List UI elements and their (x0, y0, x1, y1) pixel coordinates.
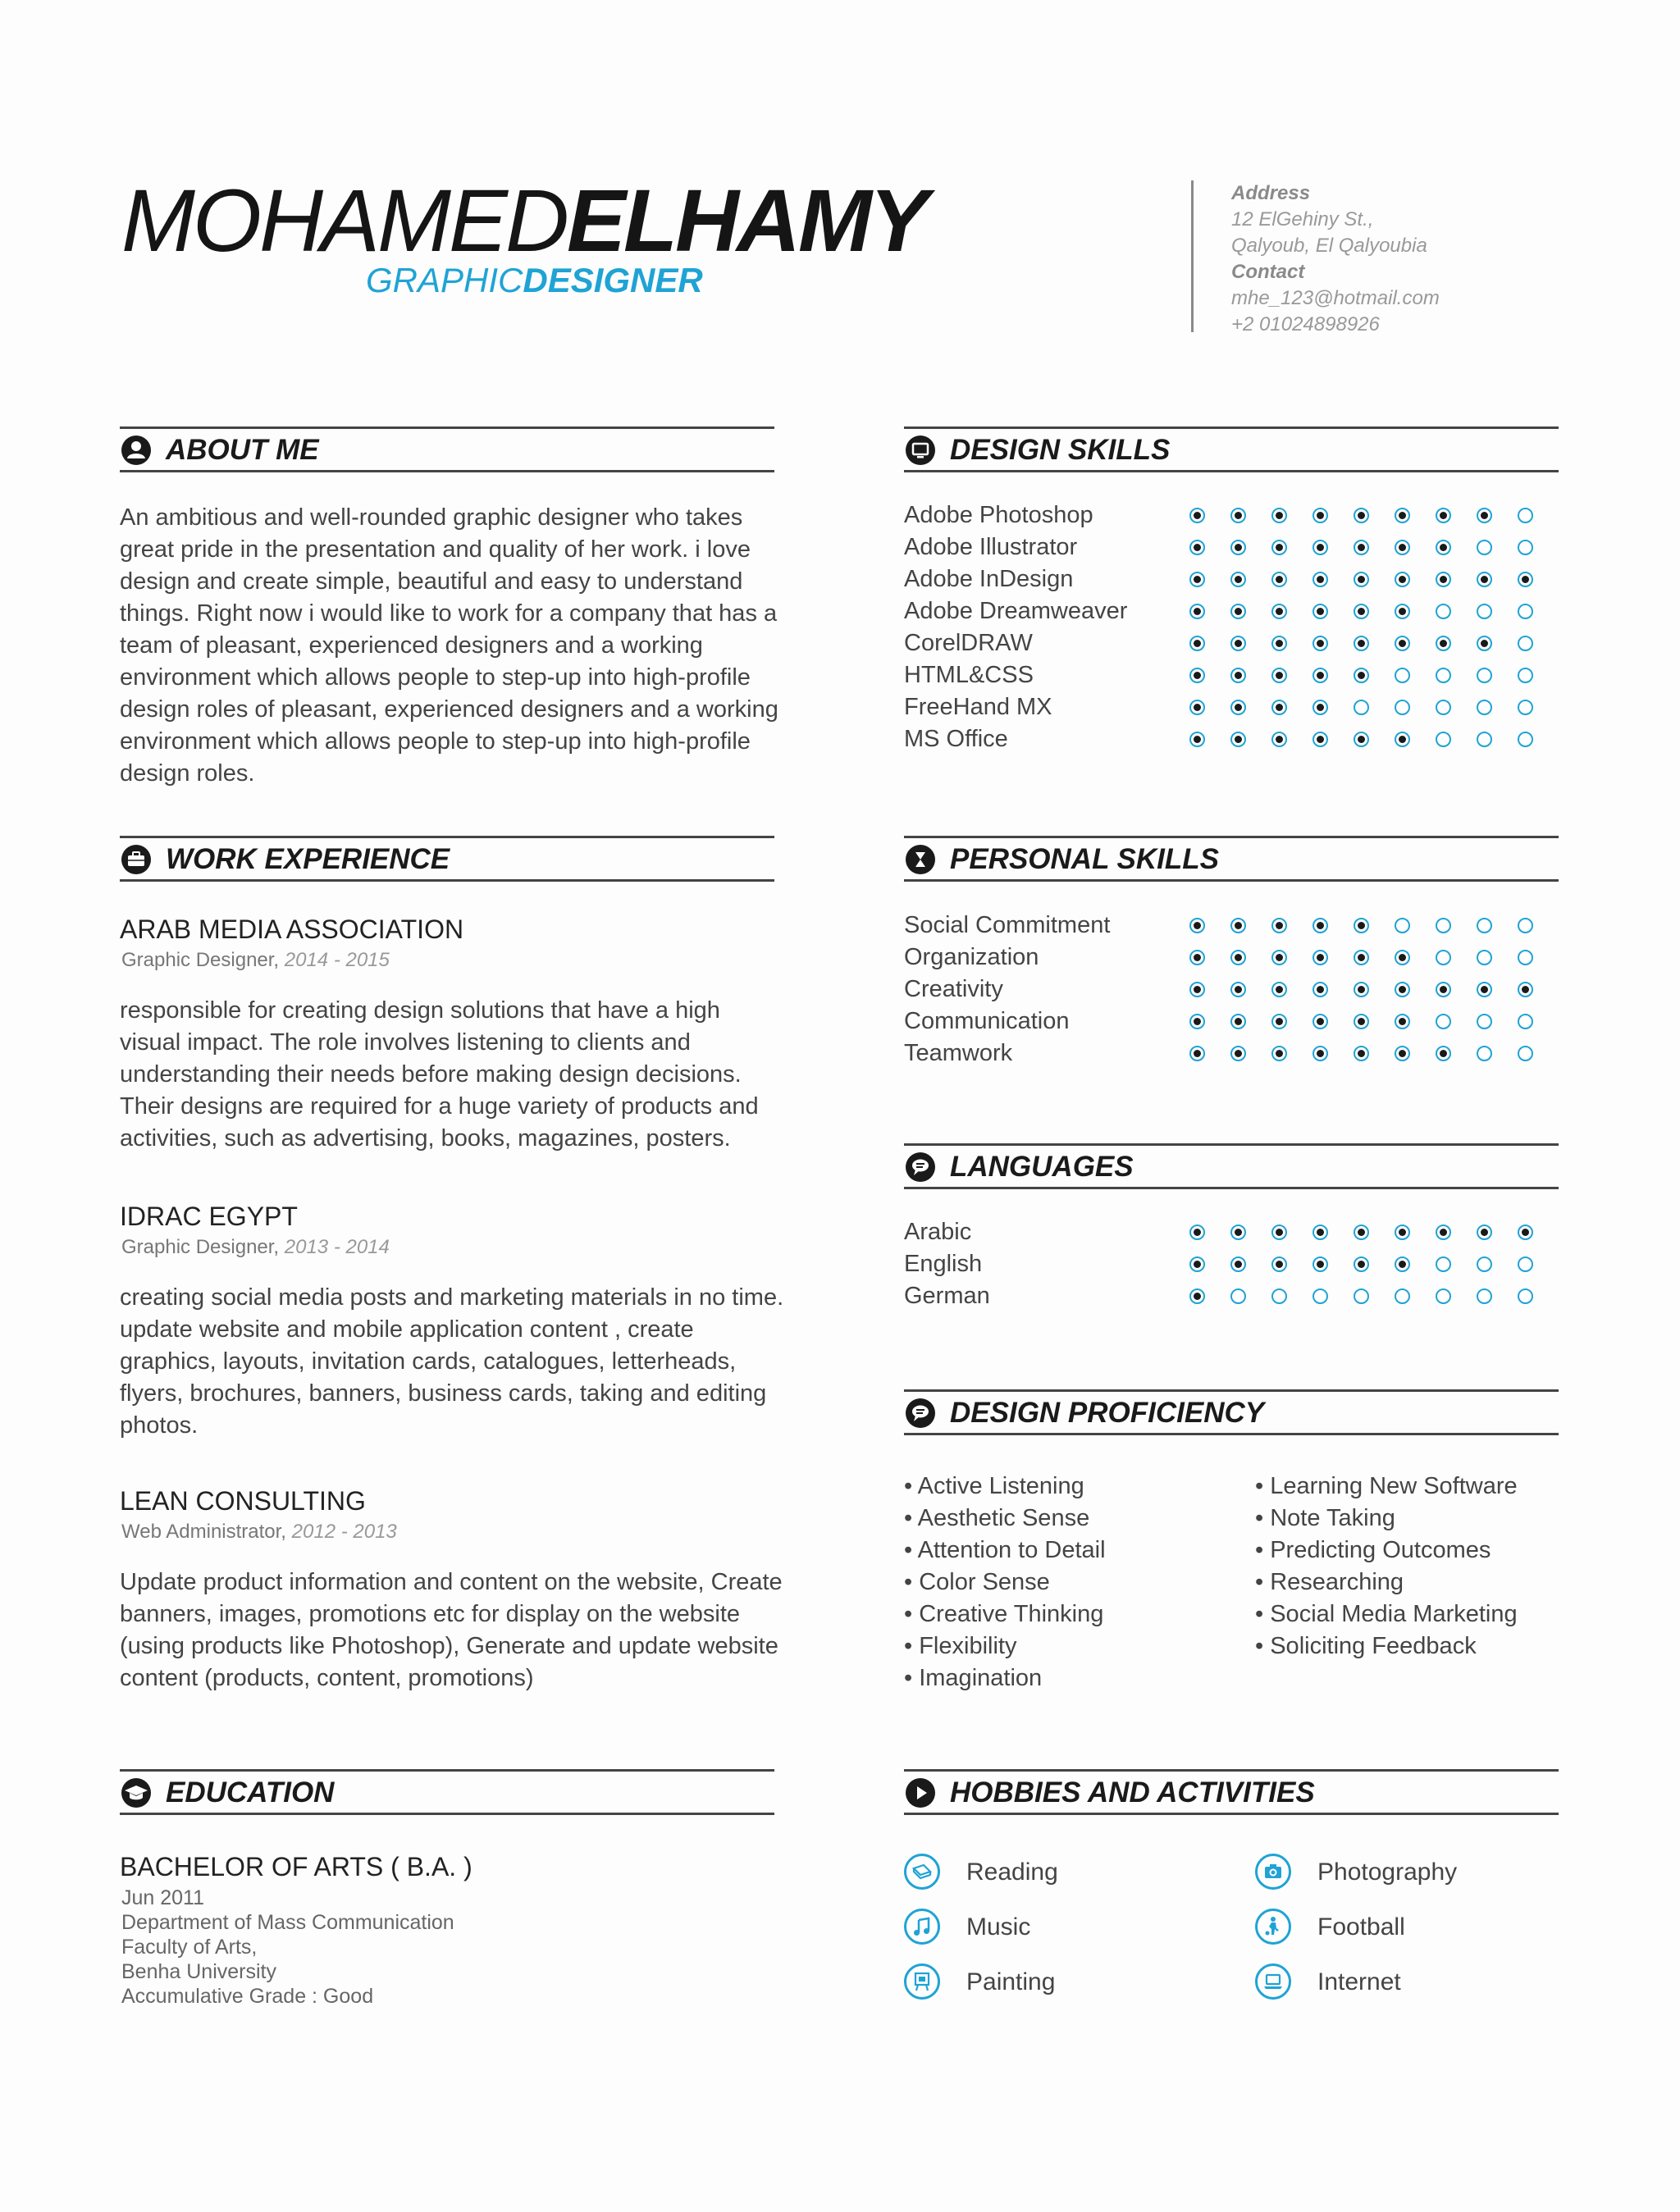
rating-dot-filled (1230, 700, 1246, 715)
education-section-header (120, 1769, 774, 1815)
job-description: responsible for creating design solutions that have a high visual impact. The role involves listening to clients and understanding their needs before making design decisions. Their designs are required for a huge variety of products and activities, such as advertising, books, magazines, posters. (120, 997, 759, 1152)
rating-dot-empty (1518, 1046, 1533, 1061)
rating-dot-filled (1395, 572, 1410, 587)
rating-dot-filled (1436, 1225, 1451, 1240)
rating-dot-empty (1518, 700, 1533, 715)
skill-name: Organization (904, 944, 1039, 970)
rating-dot-filled (1271, 732, 1287, 747)
proficiency-label: Researching (1270, 1569, 1404, 1595)
rating-dot-empty (1436, 1257, 1451, 1272)
rating-dot-empty (1436, 1288, 1451, 1304)
skill-name: Social Commitment (904, 912, 1111, 938)
proficiency-item (904, 1569, 1050, 1596)
personal-skills-title: PERSONAL SKILLS (950, 843, 1220, 875)
rating-dot-filled (1395, 604, 1410, 619)
proficiency-label: Aesthetic Sense (917, 1505, 1090, 1531)
hobby-label: Photography (1317, 1859, 1458, 1886)
rating-dot-filled (1312, 604, 1328, 619)
job-position: Web Administrator, (121, 1521, 286, 1543)
rating-dot-filled (1271, 1225, 1287, 1240)
rating-dot-empty (1518, 636, 1533, 651)
job-company: LEAN CONSULTING (120, 1486, 366, 1516)
job-dates: 2012 - 2013 (291, 1521, 397, 1543)
rating-dot-filled (1230, 1225, 1246, 1240)
rating-dot-filled (1271, 918, 1287, 933)
degree-date: Jun 2011 (121, 1886, 205, 1909)
rating-dot-filled (1312, 732, 1328, 747)
hobby-label: Internet (1317, 1968, 1401, 1995)
rating-dot-empty (1477, 668, 1492, 683)
rating-dot-empty (1477, 732, 1492, 747)
rating-dot-filled (1312, 950, 1328, 965)
book-icon (904, 1854, 940, 1890)
rating-dot-filled (1312, 918, 1328, 933)
rating-dot-filled (1312, 1257, 1328, 1272)
proficiency-label: Learning New Software (1270, 1473, 1518, 1499)
skill-name: Arabic (904, 1219, 972, 1245)
rating-dot-empty (1436, 950, 1451, 965)
candidate-name (121, 171, 926, 270)
skill-name: Adobe Illustrator (904, 534, 1078, 560)
proficiency-item (1255, 1505, 1395, 1532)
rating-dot-filled (1271, 1014, 1287, 1029)
skill-name: MS Office (904, 726, 1008, 752)
about-section-header (120, 426, 774, 472)
proficiency-label: Creative Thinking (919, 1601, 1104, 1627)
rating-dot-filled (1271, 572, 1287, 587)
rating-dot-filled (1271, 508, 1287, 523)
rating-dot-filled (1312, 1225, 1328, 1240)
rating-dot-filled (1312, 700, 1328, 715)
job-dates: 2013 - 2014 (284, 1236, 390, 1258)
rating-dot-empty (1395, 918, 1410, 933)
rating-dot-filled (1354, 732, 1369, 747)
skill-row (904, 534, 1560, 566)
proficiency-item (904, 1473, 1084, 1500)
rating-dot-filled (1395, 950, 1410, 965)
rating-dot-filled (1354, 1046, 1369, 1061)
rating-dot-filled (1354, 1014, 1369, 1029)
rating-dot-filled (1436, 540, 1451, 555)
rating-dot-empty (1312, 1288, 1328, 1304)
proficiency-item (1255, 1537, 1491, 1564)
skill-row (904, 1219, 1560, 1251)
rating-dot-filled (1312, 982, 1328, 997)
rating-dot-filled (1189, 1257, 1205, 1272)
job-company: ARAB MEDIA ASSOCIATION (120, 914, 464, 944)
rating-dot-filled (1312, 668, 1328, 683)
rating-dot-empty (1477, 950, 1492, 965)
rating-dot-empty (1395, 1288, 1410, 1304)
rating-dot-filled (1189, 604, 1205, 619)
about-text: An ambitious and well-rounded graphic designer who takes great pride in the presentation and quality of her work. i love design and create simple, beautiful and easy to understand things. Right now i would like to work for a company that has a team of pleasant, experienced designers and a working environment which allows people to step-up into high-profile design roles of pleasant, experienced designers and a working environment which allows people to step-up into high-profile design roles. (120, 504, 778, 787)
rating-dot-filled (1189, 732, 1205, 747)
languages-title: LANGUAGES (950, 1151, 1134, 1183)
speech-bubble-icon (906, 1152, 935, 1182)
proficiency-label: Soliciting Feedback (1270, 1633, 1477, 1659)
grade: Accumulative Grade : Good (121, 1985, 374, 2008)
rating-dot-filled (1518, 982, 1533, 997)
rating-dot-filled (1354, 572, 1369, 587)
skill-name: Communication (904, 1008, 1070, 1034)
proficiency-title: DESIGN PROFICIENCY (950, 1397, 1265, 1429)
rating-dot-filled (1230, 1014, 1246, 1029)
work-title: WORK EXPERIENCE (166, 843, 450, 875)
address-line-1: 12 ElGehiny St., (1231, 208, 1374, 230)
rating-dot-filled (1395, 540, 1410, 555)
proficiency-item (1255, 1633, 1477, 1660)
skill-name: Adobe Photoshop (904, 502, 1093, 528)
hobby-label: Reading (966, 1859, 1058, 1886)
bullet: • (904, 1665, 920, 1691)
rating-dot-empty (1436, 668, 1451, 683)
rating-dot-filled (1312, 572, 1328, 587)
play-icon (906, 1778, 935, 1808)
hourglass-icon (906, 845, 935, 874)
hobby-label: Music (966, 1913, 1031, 1941)
rating-dot-empty (1477, 700, 1492, 715)
rating-dot-filled (1271, 604, 1287, 619)
job-position: Graphic Designer, (121, 949, 280, 971)
rating-dot-filled (1230, 1257, 1246, 1272)
rating-dot-filled (1230, 732, 1246, 747)
rating-dot-filled (1189, 1225, 1205, 1240)
rating-dot-filled (1518, 572, 1533, 587)
job-company: IDRAC EGYPT (120, 1202, 298, 1231)
speech-bubble-icon (906, 1398, 935, 1428)
hobbies-title: HOBBIES AND ACTIVITIES (950, 1776, 1315, 1808)
rating-dot-empty (1477, 604, 1492, 619)
first-name: MOHAMED (121, 171, 567, 270)
rating-dot-empty (1518, 668, 1533, 683)
rating-dot-filled (1395, 1225, 1410, 1240)
job-description: creating social media posts and marketing materials in no time. update website and mobile application content , create graphics, layouts, invitation cards, catalogues, letterheads, flyers, brochures, banners, business cards, taking and editing photos. (120, 1284, 784, 1439)
rating-dot-filled (1477, 508, 1492, 523)
rating-dot-empty (1518, 732, 1533, 747)
skill-row (904, 1040, 1560, 1072)
skill-row (904, 912, 1560, 944)
skill-row (904, 976, 1560, 1008)
rating-dot-filled (1395, 1014, 1410, 1029)
contact-label: Contact (1231, 261, 1305, 283)
rating-dot-empty (1518, 1257, 1533, 1272)
rating-dot-empty (1518, 508, 1533, 523)
role-light: GRAPHIC (366, 261, 523, 299)
rating-dot-filled (1189, 508, 1205, 523)
rating-dot-filled (1271, 950, 1287, 965)
skill-row (904, 598, 1560, 630)
bullet: • (1255, 1569, 1271, 1595)
address-label: Address (1231, 182, 1311, 204)
rating-dot-empty (1436, 918, 1451, 933)
rating-dot-filled (1271, 700, 1287, 715)
rating-dot-empty (1477, 1046, 1492, 1061)
rating-dot-empty (1395, 700, 1410, 715)
skill-row (904, 566, 1560, 598)
job-description: Update product information and content on the website, Create banners, images, promotions etc for display on the website (using products like Photoshop), Generate and update website content (products, content, promotions) (120, 1569, 783, 1691)
faculty: Faculty of Arts, (121, 1936, 258, 1959)
rating-dot-filled (1354, 508, 1369, 523)
rating-dot-empty (1518, 950, 1533, 965)
rating-dot-empty (1477, 540, 1492, 555)
languages-section-header (904, 1143, 1559, 1189)
rating-dot-filled (1395, 636, 1410, 651)
bullet: • (1255, 1537, 1271, 1563)
job-meta (121, 949, 390, 972)
rating-dot-filled (1230, 918, 1246, 933)
rating-dot-empty (1477, 1288, 1492, 1304)
rating-dot-filled (1230, 508, 1246, 523)
proficiency-label: Social Media Marketing (1270, 1601, 1518, 1627)
skill-name: Adobe Dreamweaver (904, 598, 1128, 624)
personal-skills-section-header (904, 836, 1559, 882)
rating-dot-empty (1518, 918, 1533, 933)
rating-dot-filled (1395, 732, 1410, 747)
design-skills-title: DESIGN SKILLS (950, 434, 1171, 466)
rating-dot-filled (1477, 982, 1492, 997)
graduation-cap-icon (121, 1778, 151, 1808)
job-position: Graphic Designer, (121, 1236, 280, 1258)
monitor-icon (906, 436, 935, 465)
education-title: EDUCATION (166, 1776, 335, 1808)
role-bold: DESIGNER (523, 261, 703, 299)
rating-dot-filled (1395, 1257, 1410, 1272)
bullet: • (1255, 1633, 1271, 1659)
rating-dot-filled (1354, 950, 1369, 965)
rating-dot-filled (1354, 668, 1369, 683)
rating-dot-filled (1354, 604, 1369, 619)
rating-dot-filled (1271, 982, 1287, 997)
rating-dot-filled (1271, 668, 1287, 683)
rating-dot-filled (1230, 1046, 1246, 1061)
university: Benha University (121, 1960, 276, 1983)
rating-dot-filled (1312, 508, 1328, 523)
proficiency-item (904, 1505, 1089, 1532)
rating-dot-filled (1477, 636, 1492, 651)
laptop-icon (1255, 1963, 1291, 2000)
rating-dot-filled (1189, 668, 1205, 683)
proficiency-label: Predicting Outcomes (1270, 1537, 1491, 1563)
degree: BACHELOR OF ARTS ( B.A. ) (120, 1852, 472, 1881)
skill-row (904, 1251, 1560, 1283)
job-meta (121, 1521, 397, 1544)
proficiency-item (1255, 1601, 1518, 1628)
rating-dot-empty (1436, 604, 1451, 619)
rating-dot-empty (1354, 1288, 1369, 1304)
skill-row (904, 694, 1560, 726)
rating-dot-empty (1230, 1288, 1246, 1304)
rating-dot-filled (1312, 636, 1328, 651)
skill-name: Adobe InDesign (904, 566, 1074, 592)
rating-dot-filled (1189, 700, 1205, 715)
skill-row (904, 662, 1560, 694)
music-note-icon (904, 1909, 940, 1945)
rating-dot-filled (1230, 982, 1246, 997)
skill-name: HTML&CSS (904, 662, 1034, 688)
rating-dot-filled (1312, 1014, 1328, 1029)
proficiency-item (904, 1601, 1103, 1628)
bullet: • (904, 1537, 918, 1563)
rating-dot-empty (1436, 1014, 1451, 1029)
rating-dot-filled (1230, 540, 1246, 555)
proficiency-item (904, 1537, 1106, 1564)
rating-dot-filled (1230, 950, 1246, 965)
bullet: • (904, 1601, 920, 1627)
skill-name: German (904, 1283, 990, 1309)
hobby-label: Football (1317, 1913, 1405, 1941)
skill-row (904, 1283, 1560, 1315)
contact-block (1191, 180, 1440, 335)
rating-dot-filled (1395, 508, 1410, 523)
proficiency-label: Color Sense (919, 1569, 1050, 1595)
skill-row (904, 944, 1560, 976)
rating-dot-filled (1436, 572, 1451, 587)
skill-row (904, 726, 1560, 758)
rating-dot-filled (1230, 636, 1246, 651)
bullet: • (1255, 1601, 1271, 1627)
work-section-header (120, 836, 774, 882)
skill-name: CorelDRAW (904, 630, 1033, 656)
skill-row (904, 630, 1560, 662)
rating-dot-filled (1354, 636, 1369, 651)
rating-dot-filled (1354, 540, 1369, 555)
about-title: ABOUT ME (166, 434, 319, 466)
rating-dot-filled (1189, 1046, 1205, 1061)
proficiency-section-header (904, 1389, 1559, 1435)
rating-dot-filled (1189, 918, 1205, 933)
rating-dot-filled (1518, 1225, 1533, 1240)
last-name: ELHAMY (567, 171, 926, 270)
rating-dot-empty (1477, 1257, 1492, 1272)
rating-dot-filled (1271, 636, 1287, 651)
rating-dot-empty (1518, 604, 1533, 619)
proficiency-item (904, 1665, 1042, 1692)
rating-dot-empty (1436, 732, 1451, 747)
rating-dot-empty (1477, 1014, 1492, 1029)
hobbies-section-header (904, 1769, 1559, 1815)
bullet: • (1255, 1505, 1271, 1531)
rating-dot-empty (1518, 1014, 1533, 1029)
rating-dot-empty (1518, 540, 1533, 555)
rating-dot-filled (1395, 982, 1410, 997)
rating-dot-filled (1189, 1288, 1205, 1304)
design-skills-section-header (904, 426, 1559, 472)
rating-dot-filled (1189, 572, 1205, 587)
rating-dot-filled (1189, 636, 1205, 651)
bullet: • (904, 1473, 918, 1499)
rating-dot-filled (1436, 982, 1451, 997)
rating-dot-filled (1189, 1014, 1205, 1029)
rating-dot-filled (1271, 1046, 1287, 1061)
email[interactable]: mhe_123@hotmail.com (1231, 287, 1440, 309)
rating-dot-filled (1354, 982, 1369, 997)
proficiency-label: Active Listening (917, 1473, 1084, 1499)
briefcase-icon (121, 845, 151, 874)
skill-name: Creativity (904, 976, 1003, 1002)
rating-dot-empty (1271, 1288, 1287, 1304)
job-role (366, 261, 703, 300)
proficiency-label: Imagination (919, 1665, 1043, 1691)
proficiency-label: Note Taking (1270, 1505, 1395, 1531)
rating-dot-filled (1354, 918, 1369, 933)
proficiency-item (1255, 1473, 1518, 1500)
football-player-icon (1255, 1909, 1291, 1945)
address-line-2: Qalyoub, El Qalyoubia (1231, 235, 1427, 257)
rating-dot-filled (1395, 1046, 1410, 1061)
rating-dot-filled (1189, 540, 1205, 555)
bullet: • (904, 1505, 918, 1531)
rating-dot-empty (1354, 700, 1369, 715)
rating-dot-filled (1189, 950, 1205, 965)
rating-dot-filled (1312, 540, 1328, 555)
camera-icon (1255, 1854, 1291, 1890)
department: Department of Mass Communication (121, 1911, 454, 1934)
rating-dot-filled (1477, 1225, 1492, 1240)
phone: +2 01024898926 (1231, 313, 1380, 335)
skill-row (904, 1008, 1560, 1040)
rating-dot-filled (1312, 1046, 1328, 1061)
rating-dot-filled (1436, 1046, 1451, 1061)
rating-dot-empty (1436, 700, 1451, 715)
proficiency-item (904, 1633, 1016, 1660)
skill-row (904, 502, 1560, 534)
hobby-label: Painting (966, 1968, 1056, 1995)
easel-icon (904, 1963, 940, 2000)
rating-dot-filled (1354, 1225, 1369, 1240)
proficiency-item (1255, 1569, 1404, 1596)
rating-dot-filled (1271, 540, 1287, 555)
rating-dot-empty (1395, 668, 1410, 683)
skill-name: Teamwork (904, 1040, 1013, 1066)
skill-name: English (904, 1251, 983, 1277)
bullet: • (904, 1633, 920, 1659)
rating-dot-filled (1189, 982, 1205, 997)
job-meta (121, 1236, 390, 1259)
rating-dot-filled (1271, 1257, 1287, 1272)
rating-dot-filled (1477, 572, 1492, 587)
rating-dot-filled (1354, 1257, 1369, 1272)
proficiency-label: Attention to Detail (917, 1537, 1106, 1563)
rating-dot-empty (1518, 1288, 1533, 1304)
rating-dot-empty (1477, 918, 1492, 933)
bullet: • (1255, 1473, 1271, 1499)
user-icon (121, 436, 151, 465)
rating-dot-filled (1436, 508, 1451, 523)
rating-dot-filled (1230, 604, 1246, 619)
proficiency-label: Flexibility (919, 1633, 1017, 1659)
rating-dot-filled (1230, 572, 1246, 587)
rating-dot-filled (1436, 636, 1451, 651)
rating-dot-filled (1230, 668, 1246, 683)
job-dates: 2014 - 2015 (284, 949, 390, 971)
bullet: • (904, 1569, 920, 1595)
skill-name: FreeHand MX (904, 694, 1052, 720)
